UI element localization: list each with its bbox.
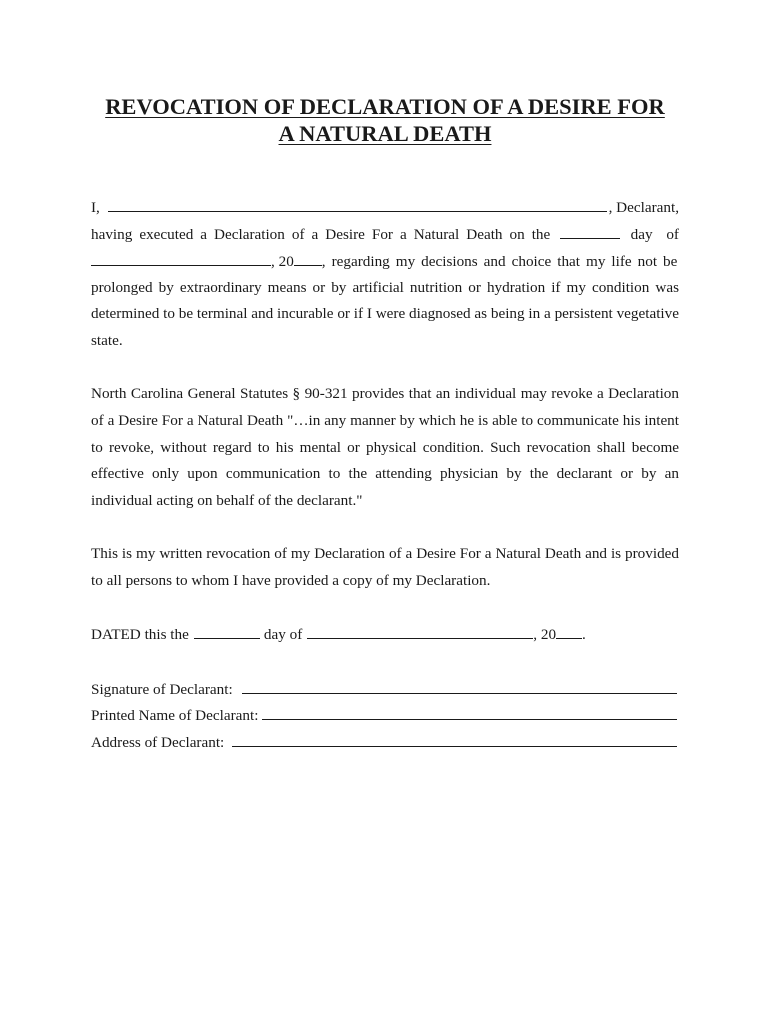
paragraph-2-line-1: North Carolina General Statutes § 90-321 provides that an individual may revoke a Declaration xyxy=(91,385,679,402)
paragraph-2-line-5: individual acting on behalf of the declarant." xyxy=(91,492,363,509)
dated-month-blank[interactable] xyxy=(307,624,533,639)
paragraph-3-line-1: This is my written revocation of my Declaration of a Desire For a Natural Death and is provided xyxy=(91,545,679,562)
dated-day-blank[interactable] xyxy=(194,624,260,639)
title-line-1: REVOCATION OF DECLARATION OF A DESIRE FOR xyxy=(105,94,665,119)
paragraph-1-line-6: state. xyxy=(91,332,123,349)
signature-label: Signature of Declarant: xyxy=(91,681,233,698)
declarant-name-line: I, , Declarant, xyxy=(91,199,679,216)
executed-date-line: having executed a Declaration of a Desire For a Natural Death on the day of xyxy=(91,226,679,243)
executed-year-blank[interactable] xyxy=(294,251,322,266)
paragraph-1-line-5: determined to be terminal and incurable or if I were diagnosed as being in a persistent vegetative xyxy=(91,305,679,322)
dated-year-blank[interactable] xyxy=(556,624,582,639)
declarant-name-blank[interactable] xyxy=(108,197,607,212)
address-field[interactable] xyxy=(232,732,677,747)
title-line-2: A NATURAL DEATH xyxy=(278,121,492,146)
paragraph-2-line-2: of a Desire For a Natural Death "…in any manner by which he is able to communicate his intent xyxy=(91,412,679,429)
signature-field[interactable] xyxy=(242,679,677,694)
address-row xyxy=(91,732,677,753)
printed-name-field[interactable] xyxy=(262,705,677,720)
document-title xyxy=(60,93,710,147)
printed-name-label: Printed Name of Declarant: xyxy=(91,707,259,724)
printed-name-row xyxy=(91,705,677,726)
executed-day-blank[interactable] xyxy=(560,224,620,239)
signature-row xyxy=(91,679,677,700)
paragraph-2-line-3: to revoke, without regard to his mental or physical condition. Such revocation shall become xyxy=(91,439,679,456)
executed-month-line: , 20 , regarding my decisions and choice that my life not be xyxy=(91,251,679,272)
executed-month-blank[interactable] xyxy=(91,251,271,266)
paragraph-3-line-2: to all persons to whom I have provided a copy of my Declaration. xyxy=(91,572,491,589)
dated-line: DATED this the day of , 20 . xyxy=(91,626,586,643)
paragraph-2-line-4: effective only upon communication to the attending physician by the declarant or by an xyxy=(91,465,679,482)
paragraph-1-line-4: prolonged by extraordinary means or by artificial nutrition or hydration if my condition was xyxy=(91,279,679,296)
address-label: Address of Declarant: xyxy=(91,734,225,751)
